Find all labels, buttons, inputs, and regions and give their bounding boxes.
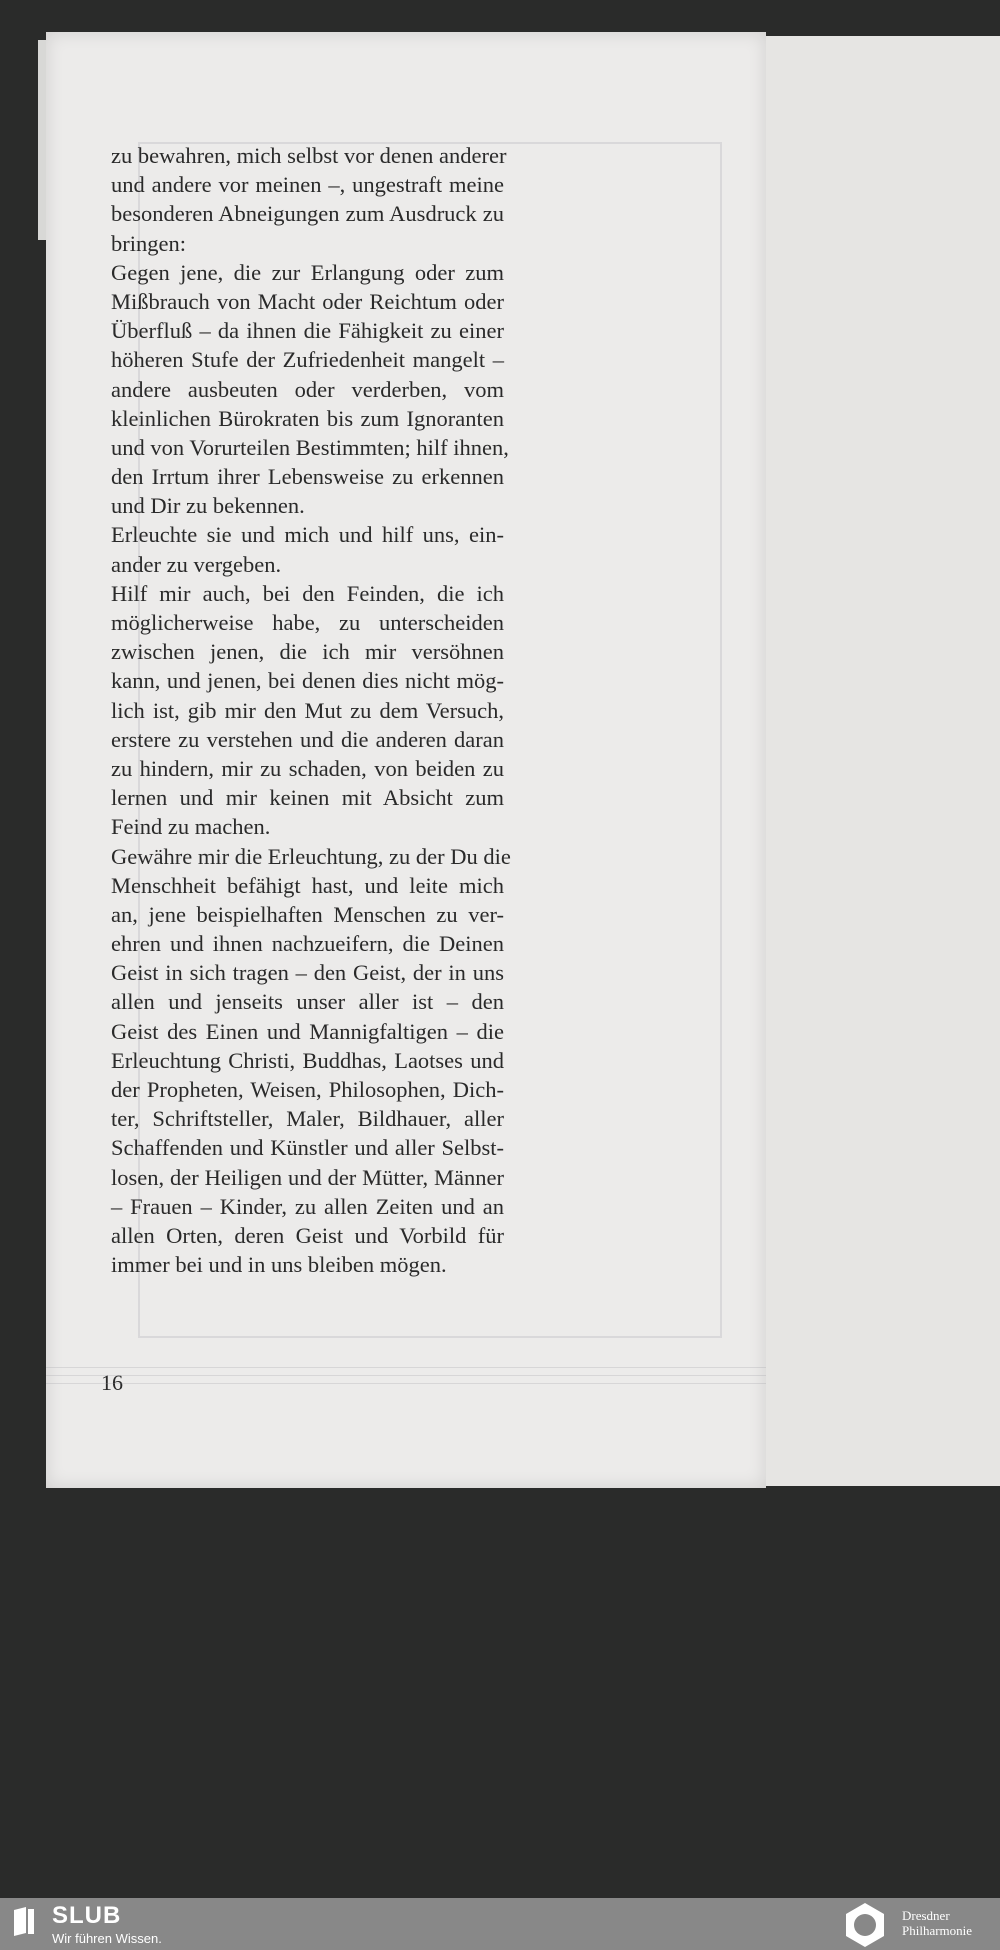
text-line: allen und jenseits unser aller ist – den: [111, 989, 504, 1015]
divider: [46, 1383, 766, 1384]
text-line: erstere zu verstehen und die anderen daran: [111, 726, 504, 752]
philharmonie-logo-text: [902, 1908, 972, 1938]
text-line: Feind zu machen.: [111, 814, 271, 840]
text-line: der Propheten, Weisen, Philosophen, Dich-: [111, 1077, 504, 1102]
text-line: ander zu vergeben.: [111, 551, 282, 577]
text-line: Geist des Einen und Mannigfaltigen – die: [111, 1018, 504, 1044]
text-line: allen Orten, deren Geist und Vorbild für: [111, 1222, 504, 1248]
text-line: besonderen Abneigungen zum Ausdruck zu: [111, 201, 504, 227]
text-line: ehren und ihnen nachzueifern, die Deinen: [111, 931, 504, 957]
text-line: andere ausbeuten oder verderben, vom: [111, 376, 504, 402]
text-line: kann, und jenen, bei denen dies nicht mög-: [111, 668, 504, 694]
text-line: möglicherweise habe, zu unterscheiden: [111, 610, 504, 635]
body-text: [111, 141, 511, 1279]
text-line: Schaffenden und Künstler und aller Selbst-: [111, 1135, 504, 1161]
slub-logo-title: SLUB: [52, 1902, 122, 1929]
text-line: – Frauen – Kinder, zu allen Zeiten und an: [111, 1193, 504, 1219]
text-line: höheren Stufe der Zufriedenheit mangelt –: [111, 347, 504, 373]
text-line: zwischen jenen, die ich mir versöhnen: [111, 639, 504, 665]
text-line: Hilf mir auch, bei den Feinden, die ich: [111, 580, 504, 606]
text-line: Menschheit befähigt hast, und leite mich: [111, 872, 504, 898]
text-line: und Dir zu bekennen.: [111, 493, 305, 519]
footer-bar: [0, 1898, 1000, 1950]
text-line: Gewähre mir die Erleuchtung, zu der Du die: [111, 843, 511, 869]
text-line: Überfluß – da ihnen die Fähigkeit zu einer: [111, 318, 504, 344]
text-line: Erleuchte sie und mich und hilf uns, ein-: [111, 522, 504, 548]
text-line: Erleuchtung Christi, Buddhas, Laotses und: [111, 1047, 504, 1073]
slub-logo-tagline: Wir führen Wissen.: [52, 1931, 162, 1946]
philharmonie-line2: Philharmonie: [902, 1923, 973, 1938]
text-line: Mißbrauch von Macht oder Reichtum oder: [111, 288, 504, 314]
text-line: den Irrtum ihrer Lebensweise zu erkennen: [111, 464, 504, 490]
philharmonie-logo-icon: [842, 1902, 888, 1948]
text-line: Geist in sich tragen – den Geist, der in uns: [111, 960, 504, 986]
text-line: und andere vor meinen –, ungestraft meine: [111, 172, 504, 198]
page-number: 16: [101, 1370, 123, 1395]
text-line: losen, der Heiligen und der Mütter, Männer: [111, 1164, 504, 1190]
text-line: kleinlichen Bürokraten bis zum Ignoranten: [111, 405, 504, 431]
divider: [46, 1367, 766, 1368]
slub-book-icon: [12, 1906, 36, 1936]
philharmonie-line1: Dresdner: [902, 1908, 950, 1923]
text-line: zu hindern, mir zu schaden, von beiden zu: [111, 755, 504, 781]
text-line: und von Vorurteilen Bestimmten; hilf ihnen,: [111, 434, 509, 460]
divider: [46, 1375, 766, 1376]
text-line: ter, Schriftsteller, Maler, Bildhauer, aller: [111, 1106, 504, 1132]
text-line: lernen und mir keinen mit Absicht zum: [111, 785, 504, 811]
text-line: bringen:: [111, 230, 186, 256]
text-line: an, jene beispielhaften Menschen zu ver-: [111, 901, 504, 927]
text-line: Gegen jene, die zur Erlangung oder zum: [111, 259, 504, 285]
text-line: lich ist, gib mir den Mut zu dem Versuch,: [111, 697, 504, 723]
text-line: zu bewahren, mich selbst vor denen anderer: [111, 143, 507, 168]
document-page: [46, 32, 766, 1488]
adjacent-page: [764, 36, 1000, 1486]
text-line: immer bei und in uns bleiben mögen.: [111, 1252, 447, 1278]
